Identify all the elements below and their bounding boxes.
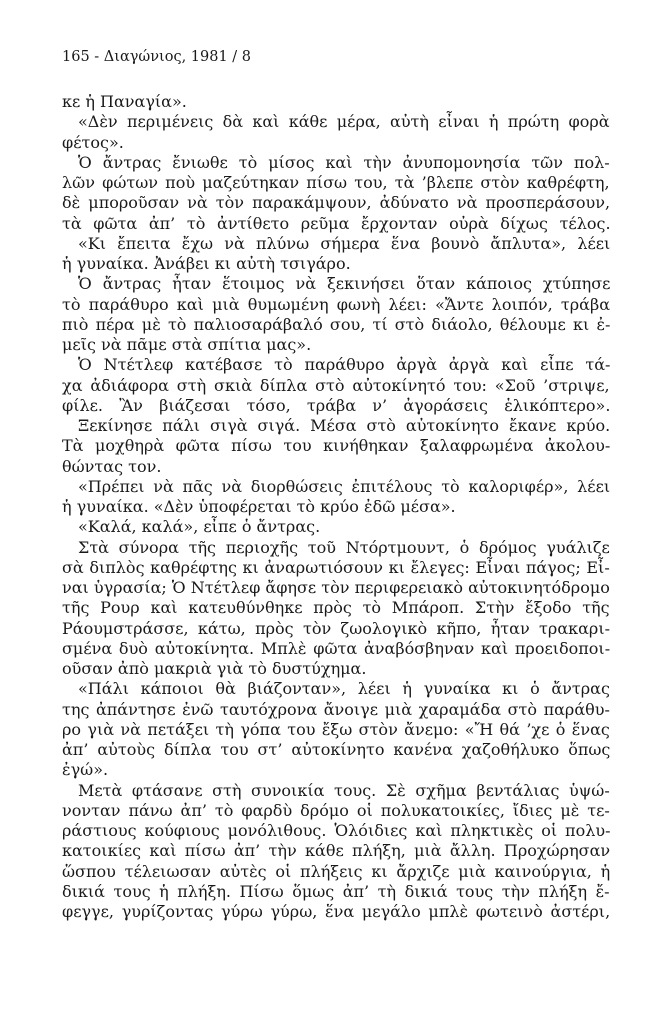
text-line: κατοικίες καὶ πίσω ἀπ’ τὴν κάθε πλήξη, μιὰ ἄλλη. Προχώρησαν	[62, 841, 611, 861]
text-line: Ὁ ἄντρας ἔνιωθε τὸ μίσος καὶ τὴν ἀνυπομονησία τῶν πολ-	[78, 152, 610, 172]
text-line: κε ἡ Παναγία».	[62, 92, 187, 111]
text-line: πιὸ πέρα μὲ τὸ παλιοσαράβαλό σου, τί στὸ διάολο, θέλουμε κι ἐ-	[62, 314, 611, 334]
text-line: Τὰ μοχθηρὰ φῶτα πίσω του κινήθηκαν ξαλαφρωμένα ἀκολου-	[62, 436, 611, 456]
text-line: Μετὰ φτάσανε στὴ συνοικία τους. Σὲ σχῆμα βεντάλιας ὑψώ-	[78, 780, 610, 800]
text-line: Στὰ σύνορα τῆς περιοχῆς τοῦ Ντόρτμουντ, ὁ δρόμος γυάλιζε	[78, 537, 610, 557]
page-header: 165 - Διαγώνιος, 1981 / 8	[62, 49, 252, 65]
text-line: θώντας τον.	[62, 456, 162, 476]
text-line: Ὁ Ντέτλεφ κατέβασε τὸ παράθυρο ἀργὰ ἀργὰ καὶ εἶπε τά-	[78, 355, 611, 375]
text-line: «Δὲν περιμένεις δὰ καὶ κάθε μέρα, αὐτὴ εἶναι ἡ πρώτη φορὰ	[78, 112, 610, 132]
text-line: ἐγώ».	[62, 760, 109, 780]
text-line: της ἀπάντησε ἐνῶ ταυτόχρονα ἄνοιγε μιὰ χαραμάδα στὸ παράθυ-	[62, 699, 610, 719]
text-line: μεῖς νὰ πᾶμε στὰ σπίτια μας».	[62, 335, 312, 354]
text-line: Ὁ ἄντρας ἦταν ἕτοιμος νὰ ξεκινήσει ὅταν κάποιος χτύπησε	[78, 274, 611, 294]
text-line: χα ἀδιάφορα στὴ σκιὰ δίπλα στὸ αὐτοκίνητό του: «Σοῦ ’στριψε,	[62, 375, 610, 395]
text-line: δὲ μποροῦσαν νὰ τὸν παρακάμψουν, ἀδύνατο νὰ προσπεράσουν,	[62, 193, 611, 213]
text-line: «Πρέπει νὰ πᾶς νὰ διορθώσεις ἐπιτέλους τὸ καλοριφέρ», λέει	[78, 476, 611, 496]
text-line: νονταν πάνω ἀπ’ τὸ φαρδὺ δρόμο οἱ πολυκατοικίες, ἴδιες μὲ τε-	[62, 800, 610, 820]
text-line: φίλε. Ἂν βιάζεσαι τόσο, τράβα ν’ ἀγοράσεις ἑλικόπτερο».	[62, 395, 611, 415]
text-line: τῆς Ρουρ καὶ κατευθύνθηκε πρὸς τὸ Μπάροπ. Στὴν ἔξοδο τῆς	[62, 598, 610, 618]
text-line: «Καλά, καλά», εἶπε ὁ ἄντρας.	[78, 517, 321, 537]
text-line: Ράουμστράσσε, κάτω, πρὸς τὸν ζωολογικὸ κῆπο, ἦταν τρακαρι-	[62, 618, 611, 638]
text-line: σὰ διπλὸς καθρέφτης κι ἀναρωτιόσουν κι ἔλεγες: Εἶναι πάγος; Εἶ-	[62, 557, 610, 577]
text-line: ἀπ’ αὐτοὺς δίπλα του στ’ αὐτοκίνητο κανένα χαζοθήλυκο ὅπως	[62, 740, 611, 759]
text-line: δικιά τους ἡ πλήξη. Πίσω ὅμως ἀπ’ τὴ δικιά τους τὴν πλήξη ἔ-	[62, 881, 610, 901]
text-line: «Κι ἔπειτα ἔχω νὰ πλύνω σήμερα ἕνα βουνὸ ἄπλυτα», λέει	[78, 233, 611, 253]
text-line: ὥσπου τέλειωσαν αὐτὲς οἱ πλήξεις κι ἄρχιζε μιὰ καινούργια, ἡ	[62, 861, 611, 881]
text-line: «Πάλι κάποιοι θὰ βιάζονταν», λέει ἡ γυναίκα κι ὁ ἄντρας	[78, 679, 610, 699]
text-line: λῶν φώτων ποὺ μαζεύτηκαν πίσω του, τὰ ’βλεπε στὸν καθρέφτη,	[62, 173, 610, 192]
text-line: οῦσαν ἀπὸ μακριὰ γιὰ τὸ δυστύχημα.	[62, 659, 367, 678]
text-line: τὰ φῶτα ἀπ’ τὸ ἀντίθετο ρεῦμα ἔρχονταν οὐρὰ δίχως τέλος.	[62, 213, 611, 233]
text-line: ράστιους κούφιους μονόλιθους. Ὁλόιδιες καὶ πληκτικὲς οἱ πολυ-	[62, 821, 611, 840]
text-line: ἡ γυναίκα. Ἀνάβει κι αὐτὴ τσιγάρο.	[62, 254, 351, 273]
text-line: ρο γιὰ νὰ πετάξει τὴ γόπα του ἔξω στὸν ἄνεμο: «Ἤ θά ’χε ὁ ἕνας	[62, 719, 610, 739]
text-line: ναι ὑγρασία; Ὁ Ντέτλεφ ἄφησε τὸν περιφερειακὸ αὐτοκινητόδρομο	[62, 578, 610, 597]
text-line: ἡ γυναίκα. «Δὲν ὑποφέρεται τὸ κρύο ἐδῶ μέσα».	[62, 497, 456, 516]
text-line: Ξεκίνησε πάλι σιγὰ σιγά. Μέσα στὸ αὐτοκίνητο ἔκανε κρύο.	[78, 416, 611, 435]
text-line: φεγγε, γυρίζοντας γύρω γύρω, ἕνα μεγάλο μπλὲ φωτεινὸ ἀστέρι,	[62, 902, 611, 921]
text-line: φέτος».	[62, 132, 124, 152]
text-line: τὸ παράθυρο καὶ μιὰ θυμωμένη φωνὴ λέει: «Ἄντε λοιπόν, τράβα	[62, 294, 611, 314]
text-line: σμένα δυὸ αὐτοκίνητα. Μπλὲ φῶτα ἀναβόσβηναν καὶ προειδοποι-	[62, 638, 611, 658]
body-text	[62, 92, 610, 922]
